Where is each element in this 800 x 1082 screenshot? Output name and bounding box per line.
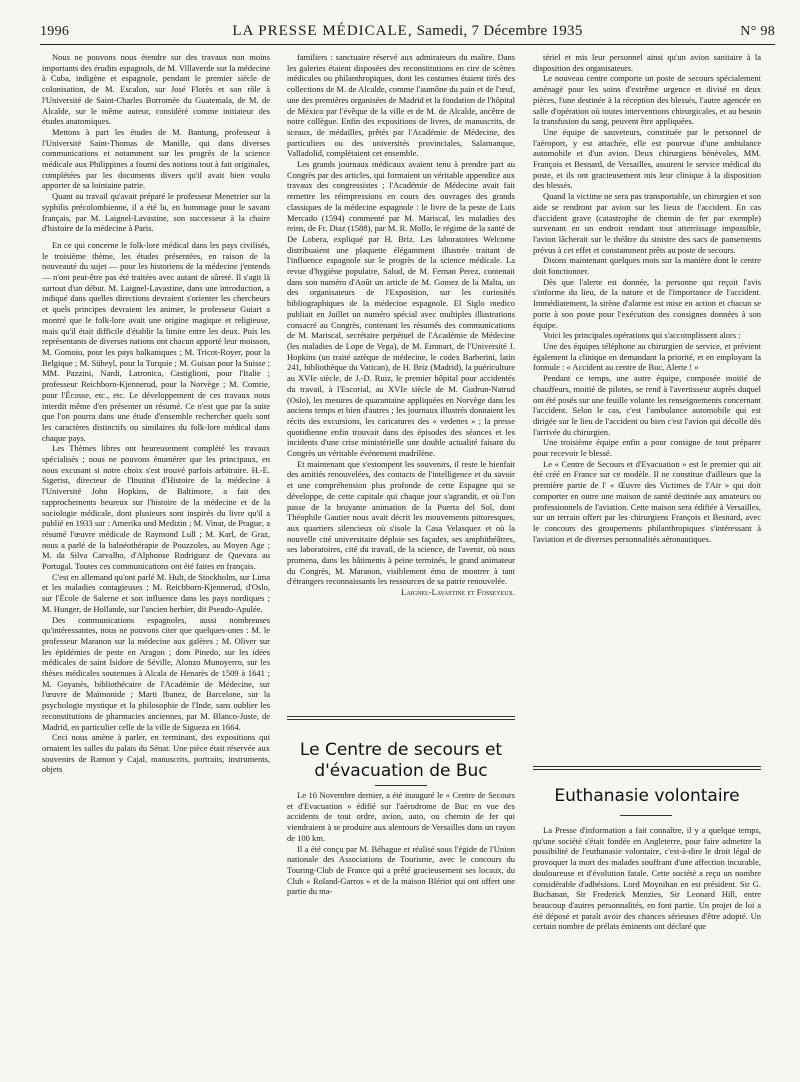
section-rule-2-top-double [533,769,761,770]
paragraph: Et maintenant que s'estompent les souvenirs, il reste le bienfait des amitiés renouvelées, des contacts de l'intelligence et du savoir et une compréhension plus profonde de cette Espagne qui se développe, de cette capitale qui chaque jour s'agrandit, et où l'on passe de la bruyante animation de la Puerta del Sol, dont Théophile Gautier nous avait décrit les mouvements pittoresques, aux quartiers silencieux où s'isole la Casa Velasquez et où la nouvelle cité universitaire déploie ses façades, ses amphithéâtres, ses laboratoires, cité du travail, de la science, de l'avenir, où nous promena, dans les bâtiments à peine terminés, le grand animateur du Congrès, M. Maranon, visiblement ému de montrer à tant d'étrangers reconnaissants les ressources de sa patrie renouvelée. [287,458,515,587]
section-rule-top-double [287,719,515,720]
article-signature: Laignel-Lavastine et Fosseyeux. [401,587,515,598]
paragraph: La Presse d'information a fait connaître, il y a quelque temps, qu'une société s'était fondée en Angleterre, pour faire admettre la possibilité de l'euthanasie volontaire, c'est-à-dire le droit légal de provoquer la mort des malades souffrant d'une affection incurable, douloureuse et d'évolution fatale. Cette société a reçu un nombre considérable d'adhésions. Lord Moynihan en est président. Sir G. Buchanan, Sir Frederick Menzies, Sir Leonard Hill, entre beaucoup d'autres personnalités, en font partie. Un projet de loi a été déposé et paraît avoir des chances sérieuses d'être adopté. Un certain nombre de prélats éminents ont déclaré que [533,825,761,932]
issue-number: N° 98 [740,24,775,39]
paragraph: Une des équipes téléphone au chirurgien de service, et prévient également la clinique en demandant la priorité, et en employant la formule : « Accident au centre de Buc, Alerte ! » [533,340,761,373]
paragraph: Le « Centre de Secours et d'Evacuation » est le premier qui ait été créé en France sur ce modèle. Il ne constitue d'ailleurs que la première partie de l' « Œuvre des Victimes de l'Air » qui doit comporter en outre une maison de santé destinée aux amateurs ou professionnels de l'aviation. Cette maison sera édifiée à Versailles, sur un terrain offert par les chirurgiens François et Besnard, avec le concours des groupements philanthropiques s'intéressant à l'aviation et de diverses personnalités aéronautiques. [533,458,761,544]
paragraph: familiers : sanctuaire réservé aux admirateurs du maître. Dans les galeries étaient disposées des reconstitutions en cire de scènes médicales ou philanthropiques, dont les costumes étaient tirés des collections de M. de Alcalde, comme l'aumône du pain et de l'œuf, une des premières organisées de Madrid et la fondation de l'hôpital de México par l'évêque de la ville et de M. de Alcalde, ancêtre de notre collègue. Enfin des expositions de livres, de manuscrits, de sceaux, de médailles, prêtés par l'Académie de Médecine, des particuliers ou des universités provinciales, Salamanque, Valladolid, complétaient cet ensemble. [287,52,515,159]
paragraph: Disons maintenant quelques mots sur la manière dont le centre doit fonctionner. [533,255,761,277]
paragraph: Quant au travail qu'avait préparé le professeur Menetrier sur la syphilis précolombienne, il a été lu, en hommage pour le savant français, par M. Laignel-Lavastine, son successeur à la chaire d'histoire de la médecine à Paris. [42,191,270,234]
paragraph: En ce qui concerne le folk-lore médical dans les pays civilisés, le troisième thème, les études présentées, en raison de la nouveauté du sujet — pour les historiens de la médecine j'entends — n'ont peut-être pas été traitées avec autant de sûreté. Il s'agit là surtout d'un début. M. Laignel-Lavastine, dans une introduction, a indiqué dans quelles directions devraient s'orienter les chercheurs et quels principes devraient les animer, le professeur Guiart a montré que le folk-lore avait une origine magique et religieuse, mais qu'il était difficile d'établir la limite entre les deux. Puis les représentants de diverses nations ont chacun apporté leur moisson, M. Gomoiu, pour les pays balkaniques ; M. Tricot-Royer, pour la Belgique ; M. Süheyl, pour la Turquie ; M. Guisan pour la Suisse ; MM. Pazzini, Nardi, Latronica, Castiglioni, pour l'Italie ; professeur Reichborn-Kjennerud, pour la Norvège ; M. Comrie, pour l'Écosse, etc., etc. Le développement de ces travaux nous interdit même d'en présenter un résumé. Ce n'est que par la suite que l'on pourra dans une étude d'ensemble rechercher quels sont les caractères distinctifs ou similaires du folk-lore médical dans chaque pays. [42,239,270,443]
title-underline-2 [620,815,672,816]
column-2 [287,52,515,704]
article-title-euthanasie: Euthanasie volontaire [554,786,740,806]
paragraph: Les grands journaux médicaux avaient tenu à prendre part au Congrès par des articles, qui formaient un véritable appendice aux travaux des congressistes ; l'Académie de Médecine avait fait remettre les réimpressions en cours des ouvrages des grands classiques de la médecine espagnole : le livre de la peste de Luis Mercado (1594) commenté par M. Mariscal, les maladies des reins, de Fr. Diaz (1588), par M. R. Mollo, le régime de la santé de De Lobera, expliqué par H. Briz. Les laboratoires Welcome distribuaient une plaquette élégamment illustrée traitant de l'influence espagnole sur le progrès de la science médicale. La revue d'hygiène populaire, Salud, de M. Fernan Perez, contenait dans son numéro d'Août un article de M. Gomez de la Malta, un des organisateurs de l'Exposition, sur les curiosités bibliographiques de la médecine espagnole. El Siglo medico publiait en Juillet un numéro spécial avec multiples illustrations consacré au Congrès, contenant les résumés des communications de M. Mariscal, secrétaire perpétuel de l'Académie de Médecine (les maladies de Lope de Vega), de M. Emmart, de l'Université J. Hopkins (un traité aztèque de médecine, le codex Barberini, latin 241, bibliothèque du Vatican), de H. Briz (Madrid), la puériculture au XVIe siècle, de J.-D. Ruiz, le premier hôpital pour accidentés du travail, à l'Escorial, au XVIe siècle de M. Gudrun-Natrud (Oslo), les mesures de quarantaine appliquées en Norvège dans les anciens temps et bien d'autres ; les journaux illustrés donnaient les récits des excursions, les caricatures des « vedettes » ; la presse quotidienne enfin trouvait dans des épisodes des séances et les incidents d'une crise ministérielle une double actualité faisant du Congrès un véritable événement madrilène. [287,159,515,459]
paragraph: Une équipe de sauveteurs, constituée par le personnel de l'aéroport, y est attachée, elle est pourvue d'une ambulance automobile et d'un avion. Deux chirurgiens bénévoles, MM. François et Besnard, de Versailles, assurent le service médical du poste, et ils ont gracieusement mis leur clinique à la disposition des blessés. [533,126,761,191]
paragraph: tériel et mis leur personnel ainsi qu'un avion sanitaire à la disposition des organisateurs. [533,52,761,73]
paragraph: Pendant ce temps, une autre équipe, composée moitié de chauffeurs, moitié de pilotes, se rend à l'avertisseur auprès duquel ont été posés sur une feuille volante les renseignements concernant l'accident. Selon le cas, c'est l'ambulance automobile qui est dirigée sur le lieu de l'accident ou bien c'est l'avion qui décolle dès l'arrivée du chirurgien. [533,373,761,437]
section-rule-top [287,716,515,717]
article-euthanasie-body [533,825,761,1077]
masthead [40,23,775,40]
journal-title: LA PRESSE MÉDICALE, [232,23,413,39]
paragraph: Des communications espagnoles, aussi nombreuses qu'intéressantes, nous ne pouvons citer que quelques-unes : M. le professeur Maranon sur la médecine aux galères ; M. Oliver sur les épidémies de peste en Aragon ; dom Pinedo, sur les idées médicales de saint Isidore de Séville, Alonzo Munoyerro, sur les thèses médicales soutenues à Alcala de Henarès de 1509 à 1641 ; M. Goyanès, bibliothécaire de l'Académie de Médecine, sur l'œuvre de Maïmonide ; Marti Ibanez, de Barcelone, sur la psychologie mystique et la philosophie de l'Inde, sans oublier les reconstitutions de pharmacies anciennes, par M. Blanco-Juste, de Madrid, en particulier celle de la ville de Sigueza en 1664. [42,614,270,732]
column-3 [533,52,761,757]
paragraph: Il a été conçu par M. Béhague et réalisé sous l'égide de l'Union nationale des Associations de Tourisme, avec le concours du Touring-Club de France qui a prêté gracieusement ses locaux, du Club « Roland-Garros » et de la maison Blériot qui ont offert une partie du ma- [287,843,515,897]
title-underline [375,785,427,786]
paragraph: Le 16 Novembre dernier, a été inauguré le « Centre de Secours et d'Evacuation » édifié sur l'aérodrome de Buc en vue des accidents de tout ordre, avion, auto, ou chemin de fer qui viendraient à se produire aux alentours de Versailles dans un rayon de 100 km. [287,790,515,843]
paragraph: Le nouveau centre comporte un poste de secours spécialement aménagé pour les soins d'extrême urgence et divisé en deux pièces, l'une destinée à la réception des blessés, l'autre agencée en salle d'opération où toutes interventions chirurgicales, et au besoin la transfusion du sang, peuvent être appliquées. [533,73,761,127]
paragraph: Nous ne pouvons nous étendre sur des travaux non moins importants des érudits espagnols, de M. Villaverde sur la médecine à Cuba, indigène et espagnole, pendant le premier siècle de colonisation, de M. Escalon, sur José Florès et son rôle à l'Université de Saint-Charles Borromée du Guatemala, de M. de Alcalde, sur le même auteur, considéré comme initiateur des études anatomiques. [42,52,270,127]
paragraph: Voici les principales opérations qui s'accomplissent alors : [543,330,741,341]
paragraph: Quand la victime ne sera pas transportable, un chirurgien et son aide se rendront par avion sur les lieux de l'accident. En cas d'accident grave (catastrophe de chemin de fer par exemple) survenant en un endroit rendant tout atterrissage impossible, l'avion lâcherait sur le théâtre du sinistre des sacs de pansements prévus à cet effet et constamment prêts au poste de secours. [533,191,761,255]
paragraph: C'est en allemand qu'ont parlé M. Hult, de Stockholm, sur Lima et les maladies contagieuses ; M. Reichborn-Kjennerud, d'Oslo, sur l'École de Salerne et son influence dans les pays nordiques ; M. Hunger, de Hollande, sur l'ancien herbier, dit Pseudo-Apulée. [42,571,270,614]
paragraph: Une troisième équipe enfin a pour consigne de tout préparer pour recevoir le blessé. [533,437,761,459]
article-title-buc: Le Centre de secours et d'évacuation de Buc [299,740,503,781]
section-rule-2-top [533,766,761,767]
paragraph: Mettons à part les études de M. Bantung, professeur à l'Université Saint-Thomas de Manille, qui dans diverses communications et notamment sur les progrès de la science médicale aux Philippines a fourni des notions tout à fait originales, complétées par les documents divers qu'il avait bien voulu apporter de sa lointaine patrie. [42,126,270,191]
column-1 [42,52,270,1078]
page-number: 1996 [40,24,70,39]
article-buc-body [287,790,515,1078]
paragraph: Ceci nous amène à parler, en terminant, des expositions qui ornaient les salles du palais du Sénat. Une pièce était réservée aux souvenirs de Ramon y Cajal, manuscrits, portraits, instruments, objets [42,732,270,775]
issue-date: Samedi, 7 Décembre 1935 [416,23,583,39]
paragraph: Dès que l'alerte est donnée, la personne qui reçoit l'avis s'informe du lieu, de la nature et de l'importance de l'accident. Immédiatement, la sirène d'alarme est mise en action et chacun se porte à son poste pour l'exécution des consignes données à son équipe. [533,276,761,330]
page-header [40,22,775,45]
paragraph: Les Thèmes libres ont heureusement complété les travaux spécialisés ; nous ne pouvons énumérer que les principaux, en nous excusant si notre choix s'est trouvé parfois arbitraire. H.-E. Sigerist, directeur de l'Institut d'Histoire de la médecine à l'Université John Hopkins, de Baltimore, a fait des rapprochements heureux sur l'histoire de la médecine et de la sociologie médicale, dont plusieurs sont inspirés du livre qu'il a publié en 1933 sur : Amerika und Medizin ; M. Vinar, de Prague, a résumé l'œuvre médicale de Raymond Lull ; M. Karl, de Graz, nous a parlé de la balnéothérapie de Pouzzoles, au Moyen Age ; M. da Silva Carvalho, d'Alphonse Rodriguez de Quevara au Portugal. Toutes ces communications ont été faites en français. [42,443,270,572]
